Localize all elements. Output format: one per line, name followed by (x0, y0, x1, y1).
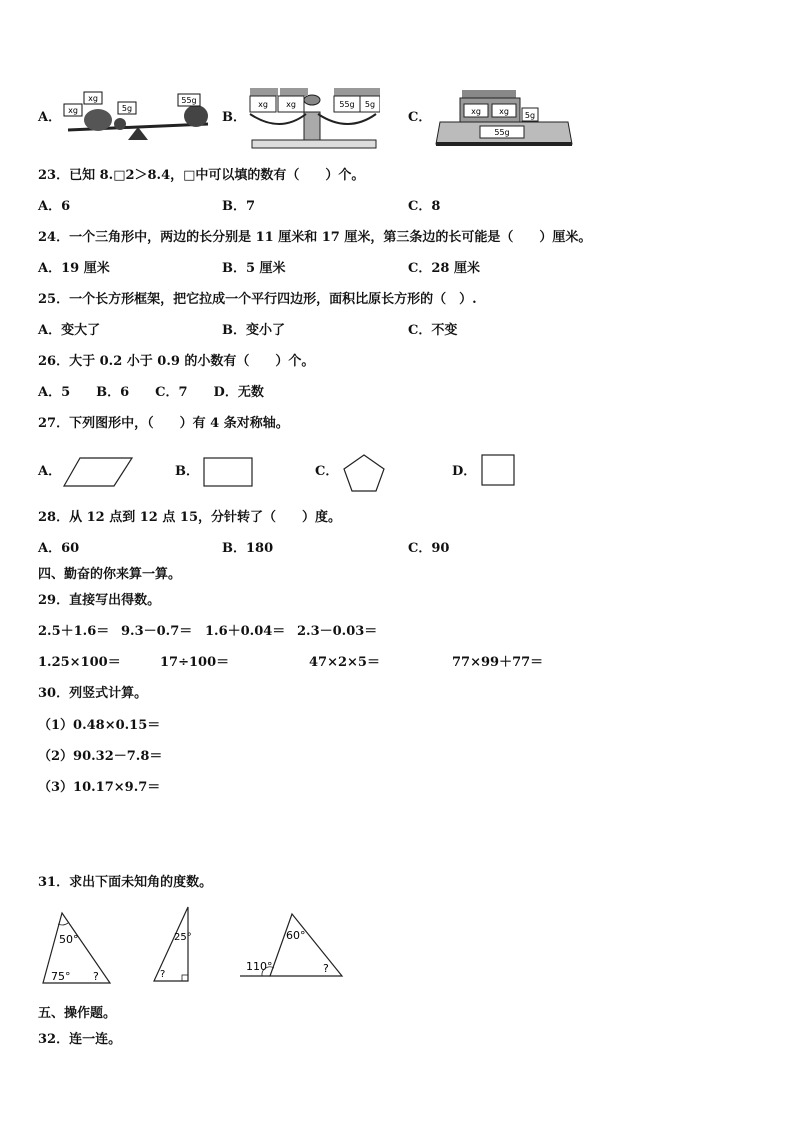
balance-scale-b-image (244, 82, 380, 152)
angle-label: ? (160, 969, 166, 980)
weight-label: xg (286, 100, 296, 109)
angle-label: 25° (174, 932, 192, 943)
option-a: A．60 (38, 541, 80, 556)
option-label-b: B． (222, 110, 246, 125)
option-label-a: A． (38, 464, 62, 479)
option-a: A．6 (38, 199, 71, 214)
section-heading: 五、操作题。 (38, 1006, 117, 1021)
question-25-stem: 25．一个长方形框架，把它拉成一个平行四边形，面积比原长方形的（ ）. (38, 292, 477, 307)
calc-item: 1.25×100＝ (38, 655, 121, 670)
rectangle-shape (202, 456, 254, 488)
question-32-stem: 32．连一连。 (38, 1032, 122, 1047)
weight-label: 55g (494, 128, 510, 137)
option-c: C．不变 (408, 323, 458, 338)
angle-label: 110° (246, 960, 273, 973)
options-line: A．5 B．6 C．7 D．无数 (38, 385, 264, 400)
option-c: C．8 (408, 199, 441, 214)
question-26-stem: 26．大于 0.2 小于 0.9 的小数有（ ）个。 (38, 354, 315, 369)
vertical-calc-item: （1）0.48×0.15＝ (38, 718, 161, 733)
question-23-stem: 23．已知 8.□2＞8.4，□中可以填的数有（ ）个。 (38, 168, 365, 183)
question-27-stem: 27．下列图形中，（ ）有 4 条对称轴。 (38, 416, 289, 431)
option-c: C．28 厘米 (408, 261, 480, 276)
option-b: B．5 厘米 (222, 261, 286, 276)
triangle-2-figure (150, 905, 196, 985)
option-label-c: C． (408, 110, 432, 125)
question-31-stem: 31．求出下面未知角的度数。 (38, 875, 213, 890)
calc-item: 9.3－0.7＝ (121, 624, 193, 639)
question-28-stem: 28．从 12 点到 12 点 15，分针转了（ ）度。 (38, 510, 341, 525)
calc-item: 2.5＋1.6＝ (38, 624, 110, 639)
option-a: A．变大了 (38, 323, 101, 338)
question-29-stem: 29．直接写出得数。 (38, 593, 161, 608)
question-30-stem: 30．列竖式计算。 (38, 686, 148, 701)
option-b: B．变小了 (222, 323, 285, 338)
balance-scale-c-image (432, 84, 574, 150)
triangle-1-figure (40, 910, 114, 986)
option-b: B．7 (222, 199, 256, 214)
calc-item: 1.6＋0.04＝ (205, 624, 286, 639)
weight-label: 55g (339, 100, 355, 109)
option-label-c: C． (315, 464, 339, 479)
weight-label: xg (471, 107, 481, 116)
calc-item: 47×2×5＝ (309, 655, 380, 670)
weight-label: 5g (364, 100, 376, 109)
option-a: A．19 厘米 (38, 261, 110, 276)
calc-item: 77×99＋77＝ (452, 655, 544, 670)
weight-label: xg (499, 107, 509, 116)
weight-label: 5g (121, 104, 133, 113)
balance-scale-a-image (58, 86, 218, 146)
option-label-d: D． (452, 464, 477, 479)
vertical-calc-item: （2）90.32－7.8＝ (38, 749, 163, 764)
parallelogram-shape (62, 456, 134, 488)
calc-item: 17÷100＝ (160, 655, 230, 670)
option-label-b: B． (175, 464, 199, 479)
weight-label: 55g (181, 96, 197, 105)
angle-label: ? (323, 962, 329, 975)
weight-label: 5g (524, 111, 536, 120)
triangle-3-figure (240, 912, 346, 980)
option-label-a: A． (38, 110, 62, 125)
section-heading: 四、勤奋的你来算一算。 (38, 567, 182, 582)
option-b: B．180 (222, 541, 274, 556)
calc-item: 2.3－0.03＝ (297, 624, 378, 639)
weight-label: xg (88, 94, 98, 103)
vertical-calc-item: （3）10.17×9.7＝ (38, 780, 161, 795)
weight-label: xg (68, 106, 78, 115)
option-c: C．90 (408, 541, 450, 556)
angle-label: ? (93, 970, 99, 983)
angle-label: 75° (51, 970, 71, 983)
question-24-stem: 24．一个三角形中，两边的长分别是 11 厘米和 17 厘米，第三条边的长可能是（ ）厘米。 (38, 230, 592, 245)
weight-label: xg (258, 100, 268, 109)
angle-label: 50° (59, 933, 79, 946)
pentagon-shape (342, 453, 386, 493)
square-shape (480, 453, 518, 487)
angle-label: 60° (286, 929, 306, 942)
